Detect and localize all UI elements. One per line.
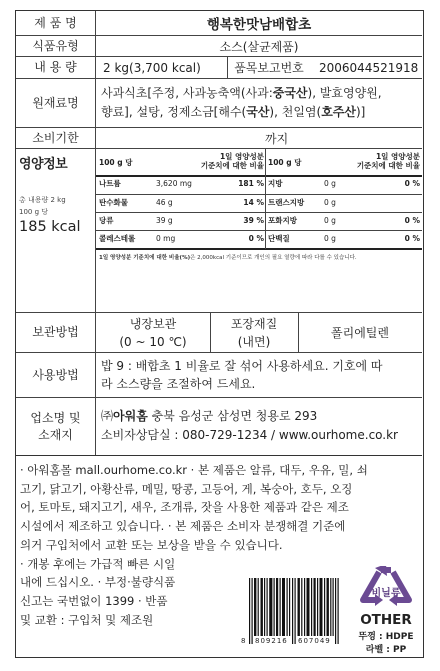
ingredients-header: 원재료명 xyxy=(16,79,96,127)
nutrition-header-rule xyxy=(96,175,422,177)
company-text xyxy=(101,407,398,445)
product-name-value: 행복한맛남배합초 xyxy=(206,17,312,33)
nutrition-footnote xyxy=(99,253,420,261)
ingredients-part: 사과식초[주정, 사과농축액(사과: xyxy=(101,86,273,100)
ingredients-row xyxy=(16,79,422,128)
packaging-label-line1: 포장재질 xyxy=(230,316,278,331)
packaging-label-line2: (내면) xyxy=(237,334,271,349)
ingredients-part: ), 발효영양원, xyxy=(307,86,382,100)
volume-row xyxy=(16,57,422,79)
dv-header-right-line1: 1일 영양성분 xyxy=(375,152,420,161)
product-name-header: 제 품 명 xyxy=(16,11,96,35)
ingredients-line-1 xyxy=(101,84,382,103)
nutrient-name: 트랜스지방 xyxy=(268,198,305,207)
notice-line: 신고는 국번없이 1399 · 반품 xyxy=(20,593,168,608)
nutrition-kcal: 185 kcal xyxy=(19,219,81,235)
recycle-label-material: 라벨 : PP xyxy=(365,645,407,655)
expiry-header: 소비기한 xyxy=(16,128,96,148)
product-label xyxy=(15,10,424,658)
recycle-type: OTHER xyxy=(360,612,412,628)
usage-text xyxy=(101,357,383,393)
volume-header: 내 용 량 xyxy=(16,57,96,78)
nutrient-amount: 0 g xyxy=(324,234,336,243)
ingredients-part: 향료], 설탕, 정제소금[해수( xyxy=(101,105,247,119)
nutrient-amount: 0 mg xyxy=(156,234,176,243)
nutrient-pct: 0 % xyxy=(248,234,264,243)
usage-line-1: 밥 9 : 배합초 1 비율로 잘 섞어 사용하세요. 기호에 따 xyxy=(101,359,383,373)
origin-korea: 국산 xyxy=(246,105,270,119)
origin-china: 중국산 xyxy=(272,86,308,100)
nutrient-pct: 0 % xyxy=(404,216,420,225)
nutrient-name: 포화지방 xyxy=(268,216,297,225)
company-address-line xyxy=(101,407,398,426)
nutrient-name: 지방 xyxy=(268,179,283,188)
nutrition-rule xyxy=(96,248,422,250)
customer-service-line: 소비자상담실 : 080-729-1234 / www.ourhome.co.kr xyxy=(101,428,398,442)
dv-header-right xyxy=(324,152,420,170)
nutrient-name: 탄수화물 xyxy=(99,198,128,207)
ingredients-line-2 xyxy=(101,103,382,122)
company-header-line2: 소재지 xyxy=(38,427,73,442)
company-header-line1: 업소명 및 xyxy=(30,411,81,426)
report-number-label: 품목보고번호 xyxy=(234,61,304,75)
dv-header-left-line1: 1일 영양성분 xyxy=(219,152,264,161)
origin-australia: 호주산 xyxy=(321,105,356,119)
nutrition-rule xyxy=(96,194,422,195)
food-type-row xyxy=(16,36,422,57)
per-100g-left: 100 g 당 xyxy=(99,158,133,167)
food-type-header: 식품유형 xyxy=(16,36,96,56)
usage-line-2: 라 소스량을 조절하여 드세요. xyxy=(101,377,256,391)
nutrition-rule xyxy=(96,212,422,213)
nutrient-name: 콜레스테롤 xyxy=(99,234,136,243)
per-100g-right: 100 g 당 xyxy=(268,158,302,167)
nutrient-pct: 39 % xyxy=(243,216,264,225)
nutrient-amount: 3,620 mg xyxy=(156,179,192,188)
nutrition-table xyxy=(96,149,422,312)
barcode-bars-icon xyxy=(241,578,349,644)
nutrient-pct: 181 % xyxy=(238,179,264,188)
ingredients-part: ), 천일염( xyxy=(269,105,322,119)
barcode-digit-prefix: 8 xyxy=(241,637,246,645)
notice-line: · 개봉 후에는 가급적 빠른 시일 xyxy=(20,556,176,571)
expiry-row xyxy=(16,128,422,149)
company-header xyxy=(16,398,96,455)
company-address: 충북 음성군 삼성면 청용로 293 xyxy=(147,409,318,423)
storage-row xyxy=(16,313,422,353)
nutrition-rule xyxy=(96,230,422,231)
nutrition-row xyxy=(16,149,422,313)
footnote-bold: 1일 영양성분 기준치에 대한 비율(%) xyxy=(99,255,191,261)
notice-line: 내에 드십시오. · 부정·불량식품 xyxy=(20,575,176,590)
notice-line: · 아워홈몰 mall.ourhome.co.kr · 본 제품은 알류, 대두, 우유, 밀, 쇠 xyxy=(20,463,368,477)
recycle-cap-material: 뚜껑 : HDPE xyxy=(358,632,414,642)
dv-header-right-line2: 기준치에 대한 비율 xyxy=(356,161,420,170)
usage-row xyxy=(16,353,422,398)
storage-header: 보관방법 xyxy=(16,313,96,352)
barcode-digits-left: 809216 xyxy=(255,637,288,645)
storage-condition-line1: 냉장보관 xyxy=(129,316,177,331)
usage-header: 사용방법 xyxy=(16,353,96,397)
nutrition-total-amount: 총 내용량 2 kg xyxy=(19,196,66,204)
food-type-value: 소스(살균제품) xyxy=(219,39,299,54)
nutrient-amount: 46 g xyxy=(156,198,173,207)
nutrient-pct: 0 % xyxy=(404,179,420,188)
nutrient-amount: 0 g xyxy=(324,179,336,188)
storage-condition-line2: (0 ~ 10 ℃) xyxy=(119,334,187,349)
ingredients-text xyxy=(101,84,382,122)
product-name-row xyxy=(16,11,422,36)
notice-line: 의거 구입처에서 교환 또는 보상을 받을 수 있습니다. xyxy=(20,537,283,552)
nutrient-name: 당류 xyxy=(99,216,114,225)
barcode-digits-right: 607049 xyxy=(298,637,331,645)
nutrition-per-unit: 100 g 당 xyxy=(19,208,49,216)
nutrient-name: 나트륨 xyxy=(99,179,121,188)
nutrient-pct: 0 % xyxy=(404,234,420,243)
nutrient-amount: 39 g xyxy=(156,216,173,225)
nutrition-summary xyxy=(16,149,96,312)
recycle-mark xyxy=(351,566,421,656)
notice-line: 및 교환 : 구입처 및 제조원 xyxy=(20,612,154,627)
dv-header-left xyxy=(166,152,264,170)
nutrition-title: 영양정보 xyxy=(19,157,68,172)
footnote-rest: 은 2,000kcal 기준이므로 개인의 필요 열량에 따라 다를 수 있습니다. xyxy=(190,255,357,261)
ingredients-part: )] xyxy=(355,105,366,119)
nutrient-amount: 0 g xyxy=(324,198,336,207)
packaging-label xyxy=(210,313,298,352)
barcode xyxy=(241,578,349,656)
notice-line: 고기, 닭고기, 아황산류, 메밀, 땅콩, 고등어, 게, 복숭아, 호두, 오징 xyxy=(20,481,353,496)
storage-condition xyxy=(96,313,210,352)
report-number-value: 2006044521918 xyxy=(319,60,419,75)
nutrition-column-divider xyxy=(265,149,266,249)
nutrient-name: 단백질 xyxy=(268,234,290,243)
company-name: 아워홈 xyxy=(113,409,148,423)
nutrient-amount: 0 g xyxy=(324,216,336,225)
recycle-badge-label: 비닐류 xyxy=(371,588,401,599)
notice-line: 시설에서 제조하고 있습니다. · 본 제품은 소비자 분쟁해결 기준에 xyxy=(20,519,346,534)
dv-header-left-line2: 기준치에 대한 비율 xyxy=(200,161,264,170)
volume-value: 2 kg(3,700 kcal) xyxy=(103,60,201,75)
packaging-value: 폴리에틸렌 xyxy=(331,326,389,340)
company-row xyxy=(16,398,422,456)
company-prefix: ㈜ xyxy=(101,409,114,423)
notice-line: 어, 토마토, 돼지고기, 새우, 조개류, 잣을 사용한 제품과 같은 제조 xyxy=(20,500,349,515)
nutrient-pct: 14 % xyxy=(243,198,264,207)
expiry-value: 까지 xyxy=(265,131,289,146)
